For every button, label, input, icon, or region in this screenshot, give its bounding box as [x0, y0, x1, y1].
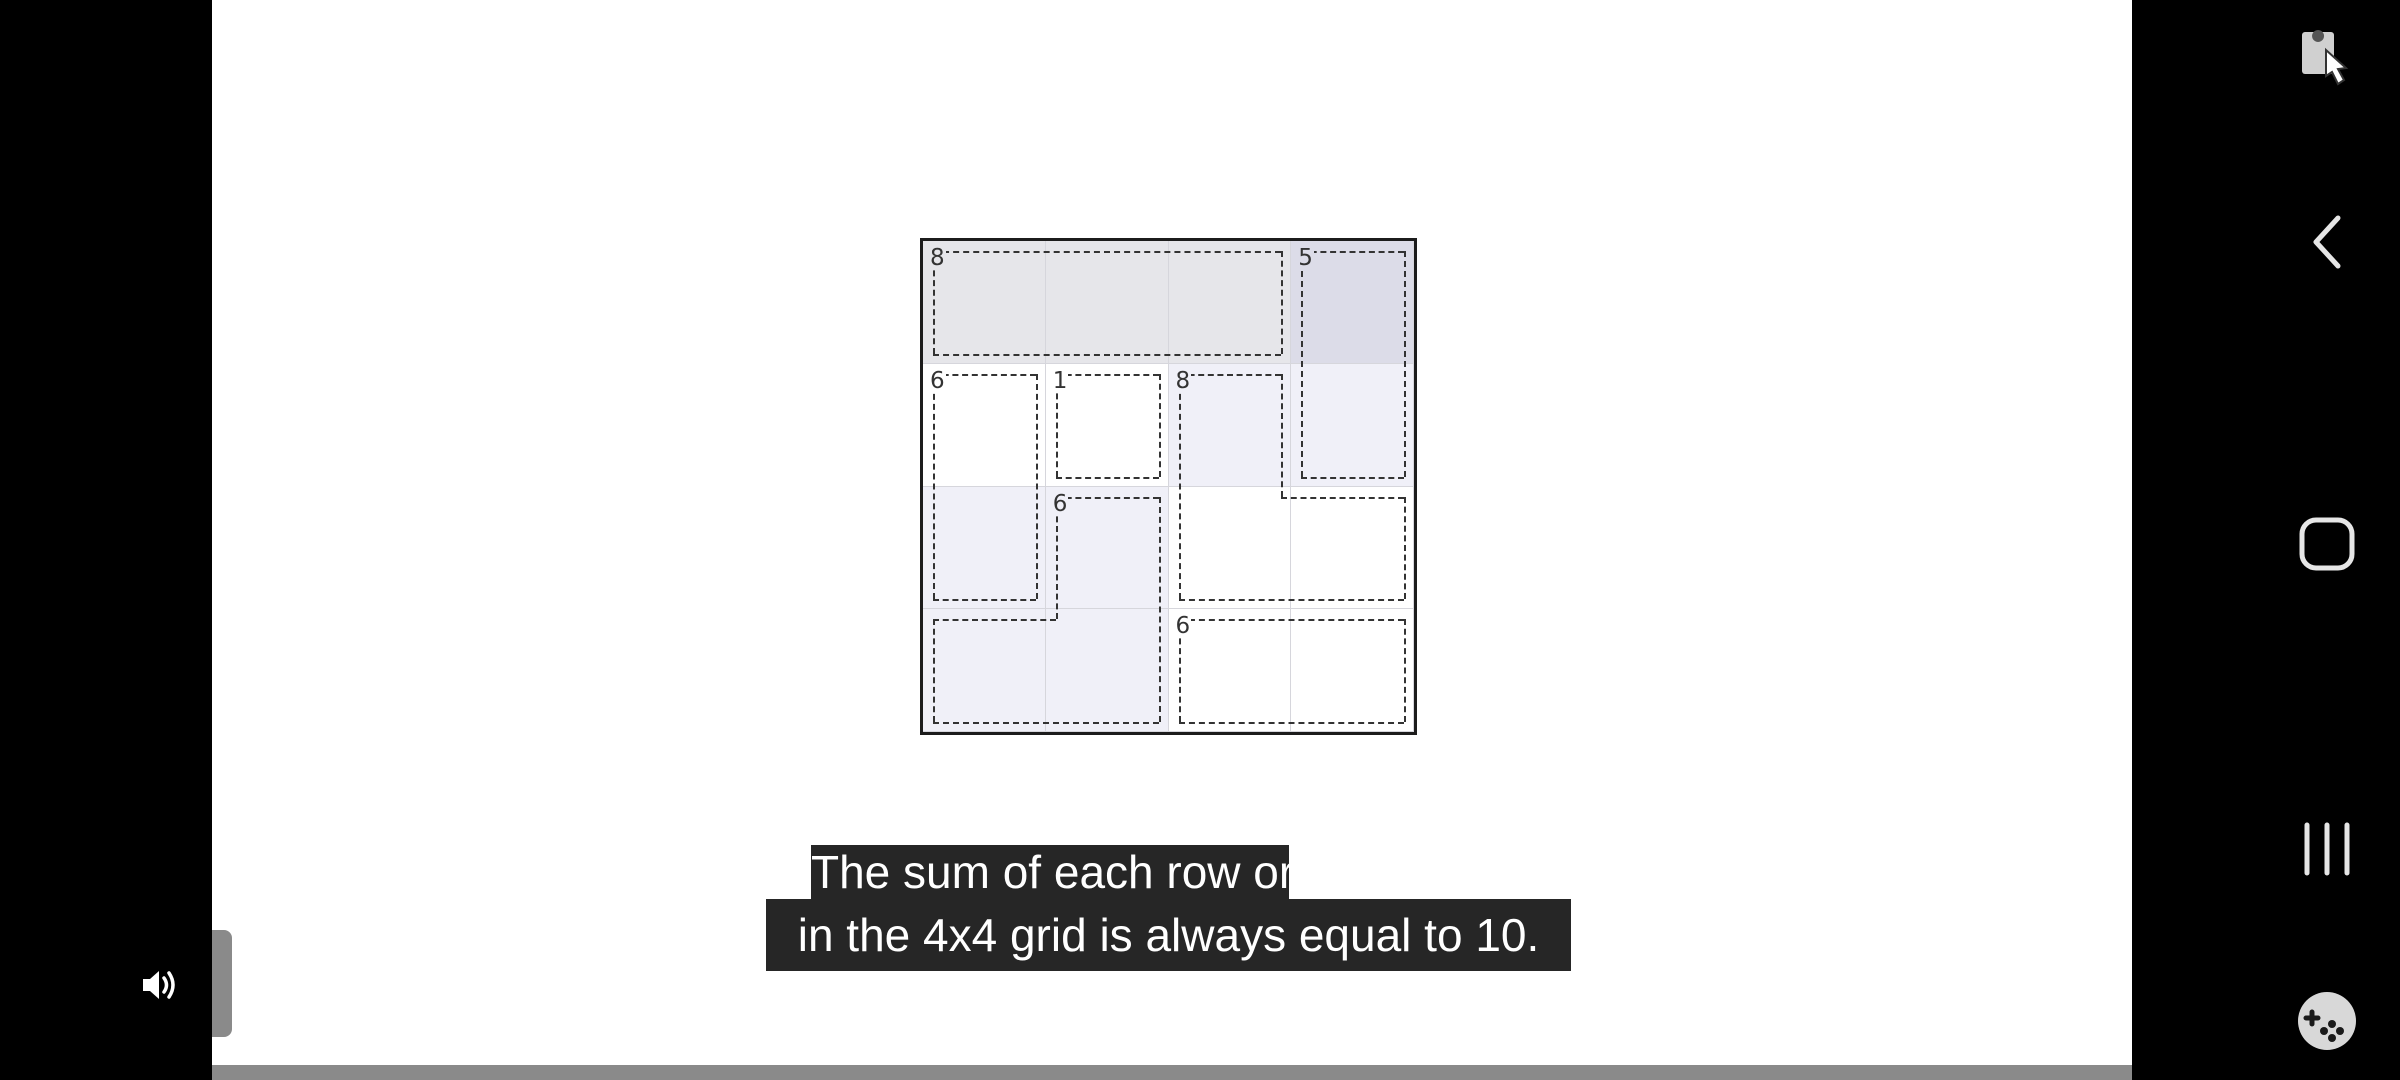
subtitle-line-2: in the 4x4 grid is always equal to 10.: [766, 899, 1571, 971]
cage-border: [1179, 599, 1405, 601]
cage-border: [1056, 497, 1159, 499]
cage-border: [933, 354, 1281, 356]
cage-border: [1179, 722, 1405, 724]
screenshot-pointer-icon[interactable]: [2296, 28, 2356, 92]
grid-cell: [923, 487, 1046, 610]
side-panel-handle[interactable]: [212, 930, 232, 1037]
cage-border: [1404, 497, 1406, 600]
cage-border: [933, 251, 1281, 253]
cage-border: [1404, 619, 1406, 722]
grid-cell: [923, 609, 1046, 732]
cage-clue: 6: [1175, 613, 1191, 640]
cage-border: [1301, 477, 1404, 479]
home-icon[interactable]: [2298, 515, 2356, 573]
back-chevron-icon[interactable]: [2306, 212, 2346, 272]
cage-border: [1281, 497, 1404, 499]
recents-icon[interactable]: [2298, 820, 2356, 878]
cage-border: [933, 599, 1036, 601]
killer-sudoku-grid: [920, 238, 1417, 735]
cage-border: [933, 374, 935, 600]
cage-border: [1056, 477, 1159, 479]
cage-border: [1301, 251, 1404, 253]
cage-border: [1159, 497, 1161, 723]
cage-border: [1036, 374, 1038, 600]
cage-border: [933, 722, 1159, 724]
grid-cell: [1291, 364, 1414, 487]
cage-border: [933, 619, 1056, 621]
cage-border: [1281, 251, 1283, 354]
cage-clue: 8: [1175, 367, 1191, 394]
cage-clue: 6: [1052, 490, 1068, 517]
cage-border: [1281, 374, 1283, 497]
cage-border: [1301, 251, 1303, 477]
cage-border: [1159, 374, 1161, 477]
cage-border: [1179, 374, 1282, 376]
cage-clue: 8: [930, 245, 945, 271]
cage-border: [933, 374, 1036, 376]
cage-border: [1179, 619, 1405, 621]
sound-icon[interactable]: [138, 965, 182, 1005]
cage-border: [1056, 374, 1159, 376]
cage-clue: 1: [1052, 367, 1068, 394]
cage-border: [1179, 374, 1181, 600]
grid-cell: [1046, 609, 1169, 732]
video-progress-bar[interactable]: [212, 1065, 2132, 1080]
cage-border: [933, 619, 935, 722]
cage-clue: 5: [1298, 245, 1313, 271]
grid-cell: [1169, 241, 1292, 364]
grid-cell: [1046, 241, 1169, 364]
grid-cell: [1291, 487, 1414, 610]
cage-clue: 6: [930, 367, 945, 394]
grid-cell: [1291, 609, 1414, 732]
grid-cell: [1169, 487, 1292, 610]
gamepad-icon[interactable]: [2296, 990, 2358, 1052]
cage-border: [1404, 251, 1406, 477]
subtitle-line-1: The sum of each row or column: [811, 846, 1456, 898]
